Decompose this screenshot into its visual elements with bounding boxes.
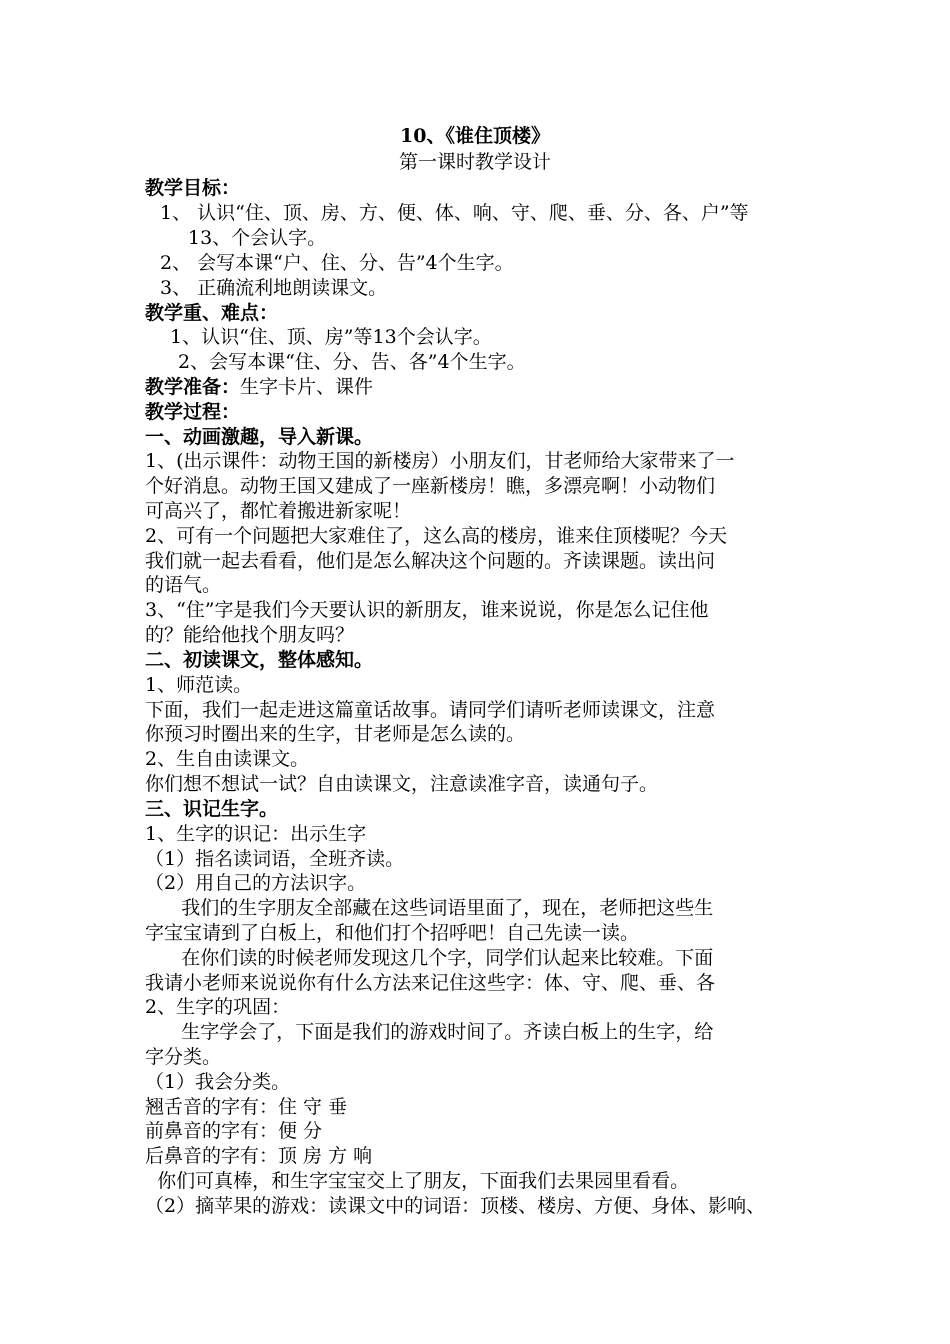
paragraph-line: 可高兴了，都忙着搬进新家呢！ xyxy=(145,500,412,522)
goal-3: 3、 正确流利地朗读课文。 xyxy=(160,277,388,299)
paragraph-line: 个好消息。动物王国又建成了一座新楼房！瞧，多漂亮啊！小动物们 xyxy=(145,475,716,497)
paragraph-line: 下面，我们一起走进这篇童话故事。请同学们请听老师读课文，注意 xyxy=(145,699,716,721)
goals-heading: 教学目标： xyxy=(145,177,241,199)
category-line: 翘舌音的字有：住 守 垂 xyxy=(145,1096,348,1118)
paragraph-line: 1、(出示课件：动物王国的新楼房）小朋友们，甘老师给大家带来了一 xyxy=(145,450,735,472)
paragraph-line: 的语气。 xyxy=(145,574,222,596)
paragraph-line: 1、生字的识记：出示生字 xyxy=(145,823,367,845)
goal-1-line-1: 1、 认识“住、顶、房、方、便、体、响、守、爬、垂、分、各、户”等 xyxy=(160,202,749,224)
paragraph-line: 我们的生字朋友全部藏在这些词语里面了，现在，老师把这些生 xyxy=(145,897,714,919)
key-point-1: 1、认识“住、顶、房”等13个会认字。 xyxy=(170,326,492,348)
category-line: 前鼻音的字有：便 分 xyxy=(145,1120,323,1142)
paragraph-line: （1）指名读词语，全班齐读。 xyxy=(145,848,405,870)
paragraph-line: 在你们读的时候老师发现这几个字，同学们认起来比较难。下面 xyxy=(145,947,714,969)
key-point-2: 2、会写本课“住、分、告、各”4个生字。 xyxy=(178,351,526,373)
paragraph-line: 你们想不想试一试？自由读课文，注意读准字音，读通句子。 xyxy=(145,773,659,795)
section-3-heading: 三、识记生字。 xyxy=(145,798,279,820)
doc-title: 10、《谁住顶楼》 xyxy=(400,125,550,147)
paragraph-line: 2、生字的巩固： xyxy=(145,996,291,1018)
category-line: 后鼻音的字有：顶 房 方 响 xyxy=(145,1145,373,1167)
paragraph-line: 你们可真棒，和生字宝宝交上了朋友，下面我们去果园里看看。 xyxy=(145,1170,690,1192)
doc-subtitle: 第一课时教学设计 xyxy=(398,151,551,173)
paragraph-line: 字宝宝请到了白板上，和他们打个招呼吧！自己先读一读。 xyxy=(145,922,640,944)
paragraph-line: 生字学会了，下面是我们的游戏时间了。齐读白板上的生字，给 xyxy=(145,1021,714,1043)
paragraph-line: 2、生自由读课文。 xyxy=(145,748,310,770)
paragraph-line: （2）用自己的方法识字。 xyxy=(145,872,367,894)
paragraph-line: 字分类。 xyxy=(145,1046,222,1068)
prep-value: 生字卡片、课件 xyxy=(240,376,374,398)
paragraph-line: 我请小老师来说说你有什么方法来记住这些字：体、守、爬、垂、各 xyxy=(145,972,716,994)
paragraph-line: 我们就一起去看看，他们是怎么解决这个问题的。齐读课题。读出问 xyxy=(145,550,716,572)
prep-label: 教学准备： xyxy=(145,376,241,398)
goal-2: 2、 会写本课“户、住、分、告”4个生字。 xyxy=(160,252,514,274)
paragraph-line: 2、可有一个问题把大家难住了，这么高的楼房，谁来住顶楼呢？今天 xyxy=(145,525,728,547)
paragraph-line: 你预习时圈出来的生字，甘老师是怎么读的。 xyxy=(145,723,526,745)
goal-1-line-2: 13、个会认字。 xyxy=(188,227,327,249)
paragraph-line: （1）我会分类。 xyxy=(145,1071,291,1093)
paragraph-line: 的？能给他找个朋友吗？ xyxy=(145,624,355,646)
paragraph-line: 3、“住”字是我们今天要认识的新朋友，谁来说说，你是怎么记住他 xyxy=(145,599,709,621)
prep-line xyxy=(145,375,373,399)
section-1-heading: 一、动画激趣，导入新课。 xyxy=(145,426,374,448)
key-points-heading: 教学重、难点： xyxy=(145,302,279,324)
process-heading: 教学过程： xyxy=(145,401,241,423)
section-2-heading: 二、初读课文，整体感知。 xyxy=(145,649,374,671)
paragraph-line: 1、师范读。 xyxy=(145,674,253,696)
paragraph-line: （2）摘苹果的游戏：读课文中的词语：顶楼、楼房、方便、身体、影响、 xyxy=(145,1195,766,1217)
